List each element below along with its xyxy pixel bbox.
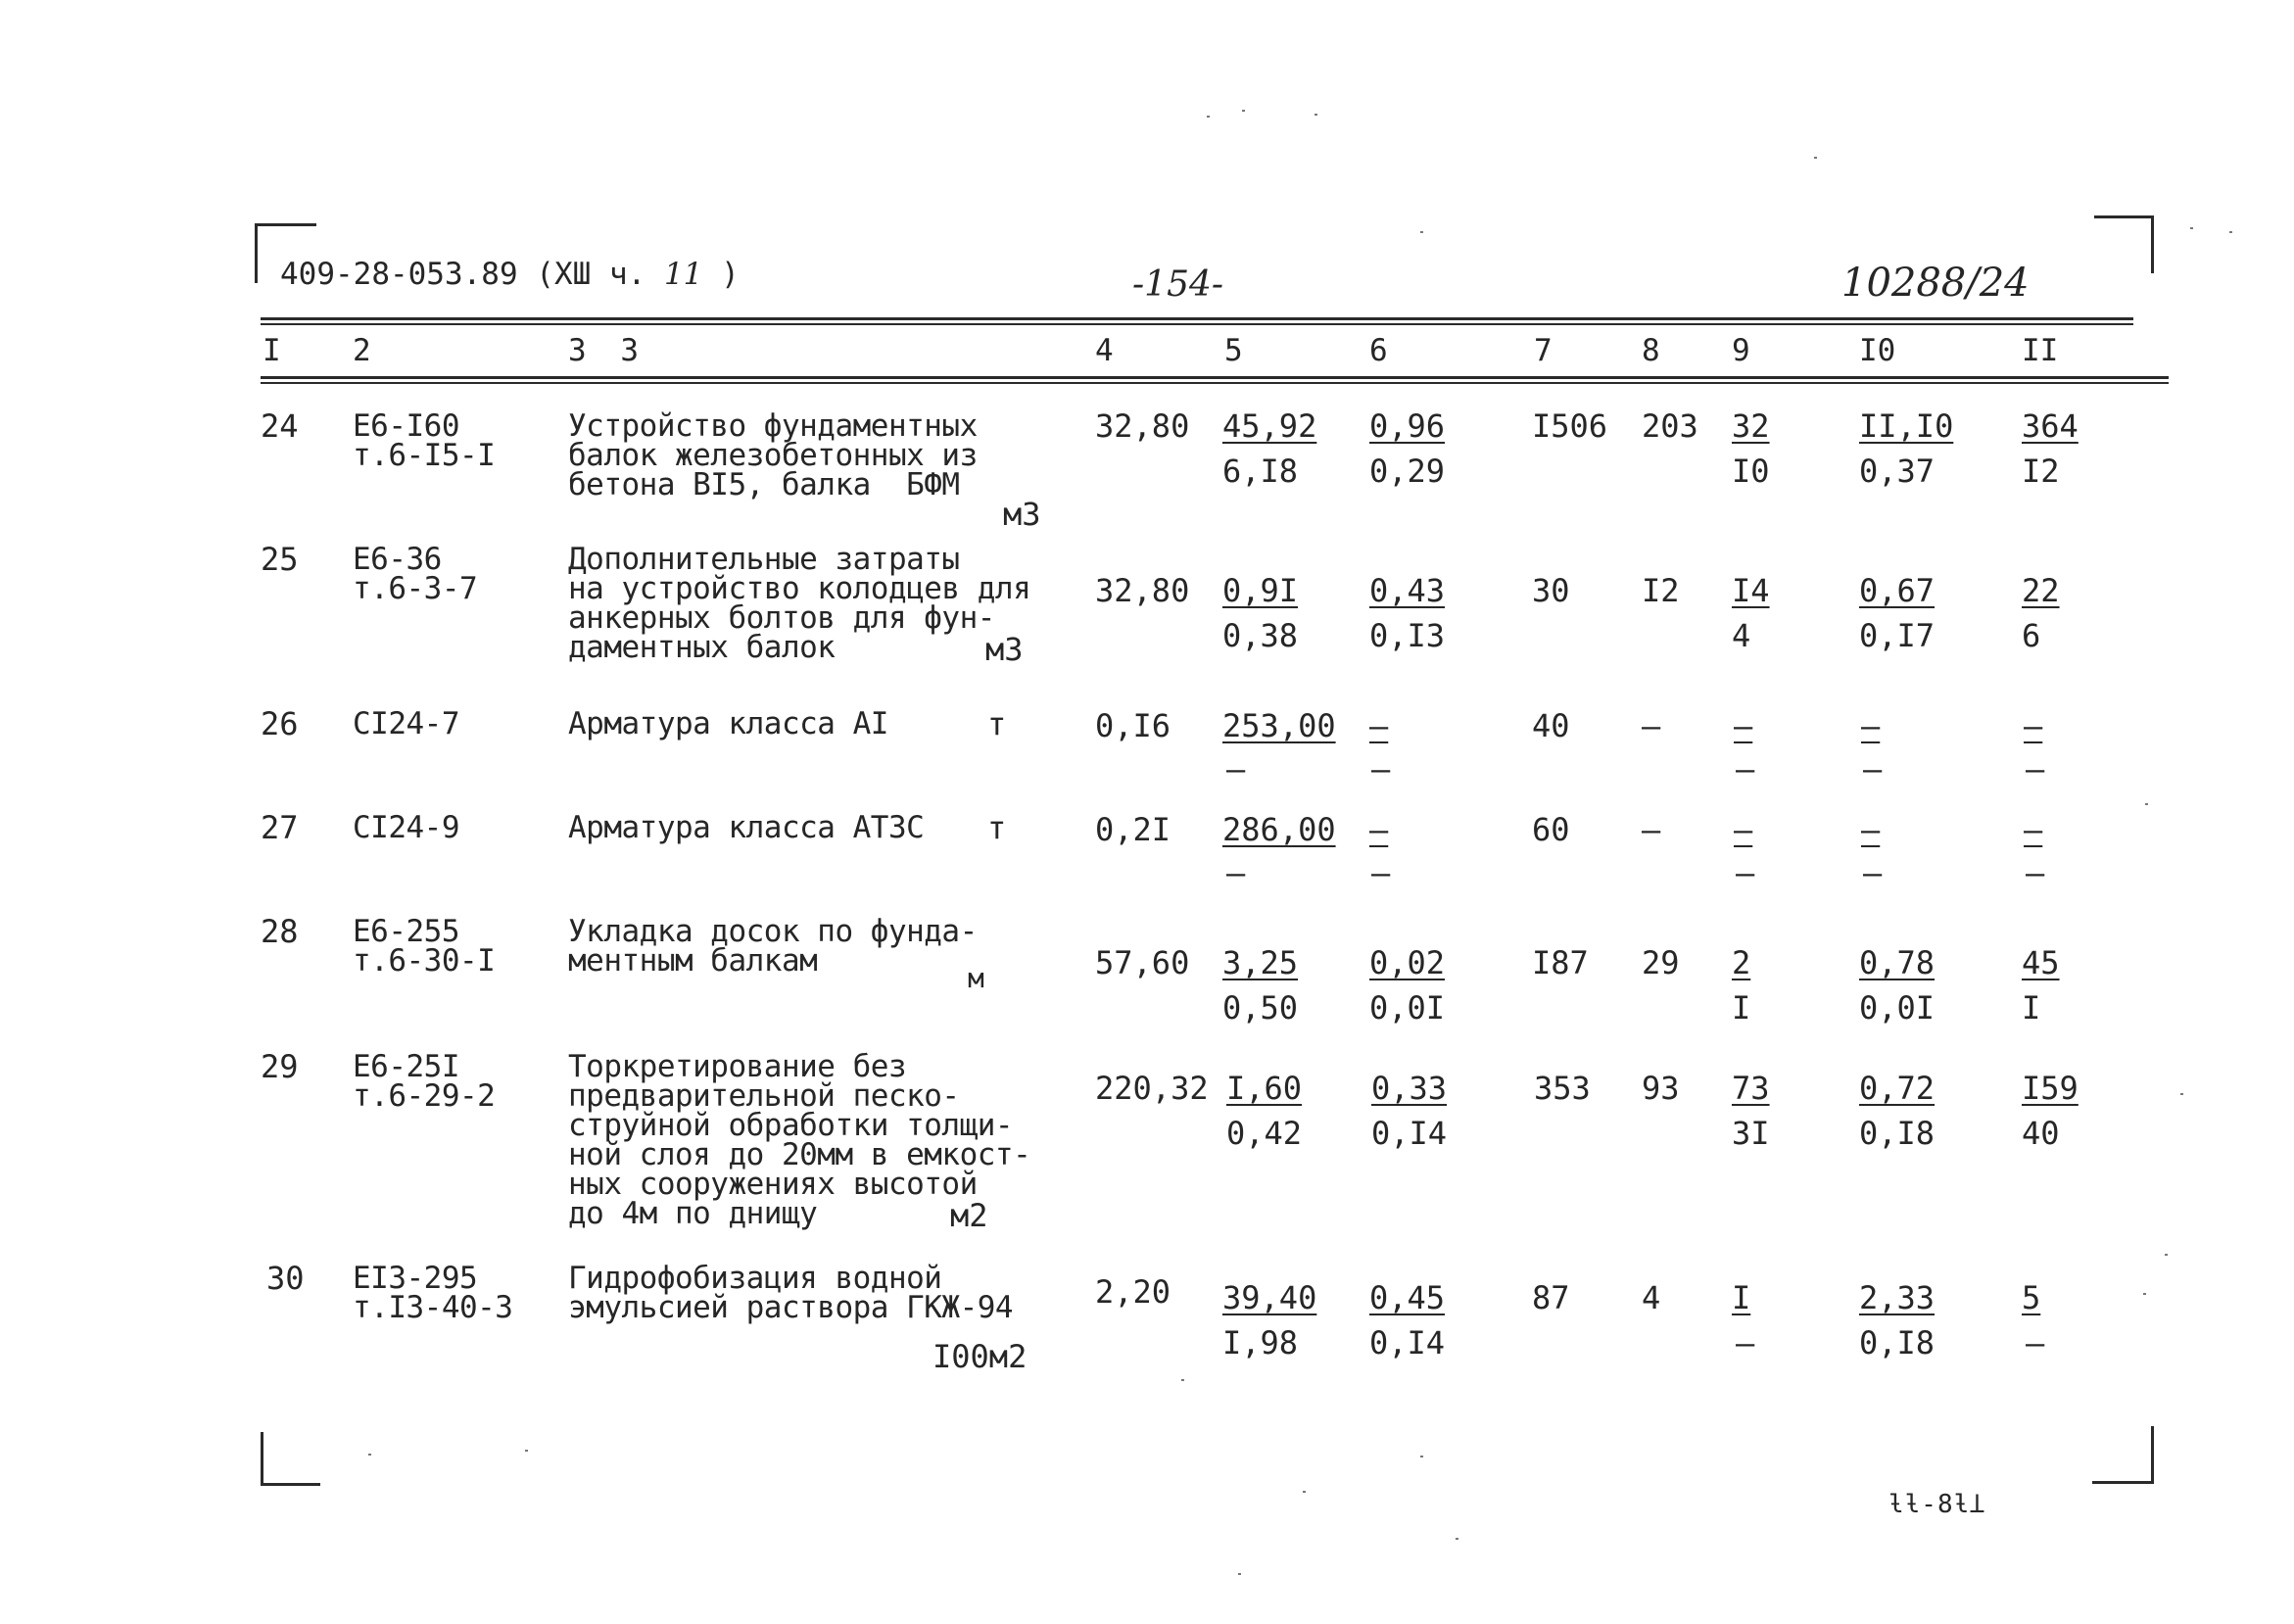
col10-top: – [1861, 707, 1881, 744]
work-description: Арматура класса АI [568, 706, 888, 741]
column-header-6: 6 [1369, 333, 1388, 368]
col9-top: I4 [1732, 572, 1770, 609]
col5-bottom: I,98 [1222, 1324, 1299, 1361]
work-description: Укладка досок по фунда- ментным балкам [568, 914, 978, 979]
scan-speck [1420, 1456, 1423, 1457]
scan-speck [2190, 227, 2193, 229]
corner-mark-bottom-left [261, 1432, 320, 1486]
col6-bottom: 0,I4 [1369, 1324, 1446, 1361]
col8: 29 [1642, 944, 1680, 981]
quantity: 2,20 [1095, 1273, 1171, 1311]
work-description: Гидрофобизация водной эмульсией раствора ГКЖ-94 [568, 1261, 1014, 1325]
col10-bottom: 0,0I [1859, 989, 1936, 1027]
scan-speck [1303, 1491, 1306, 1493]
col9-top: – [1734, 811, 1753, 848]
col11-top: – [2024, 811, 2043, 848]
col6-top: – [1369, 811, 1389, 848]
col10-top: II,I0 [1859, 407, 1954, 445]
table-top-rule [261, 317, 2133, 320]
col9-top: 32 [1732, 407, 1770, 445]
col7: I87 [1532, 944, 1589, 981]
col5-top: 253,00 [1222, 707, 1336, 744]
col5-top: 286,00 [1222, 811, 1336, 848]
rate-code: Е6-36 т.6-3-7 [353, 542, 478, 606]
scan-speck [1420, 231, 1423, 233]
unit: м2 [950, 1197, 988, 1234]
column-header-2: 2 [353, 333, 371, 368]
col5-top: 39,40 [1222, 1279, 1317, 1316]
row-number: 25 [261, 541, 299, 578]
col5-bottom: – [1226, 854, 1246, 891]
col5-bottom: 0,38 [1222, 617, 1299, 654]
unit: т [987, 705, 1007, 742]
col6-top: 0,45 [1369, 1279, 1446, 1316]
row-number: 27 [261, 809, 299, 846]
scan-speck [368, 1454, 371, 1456]
col10-bottom: 0,I8 [1859, 1324, 1936, 1361]
col7: 60 [1532, 811, 1570, 848]
col7: 87 [1532, 1279, 1570, 1316]
column-header-5: 5 [1224, 333, 1243, 368]
work-description: Торкретирование без предварительной песко- струйной обработки толщи- ной слоя до 20мм в емкост- ных сооружениях высотой до 4м по днищу [568, 1049, 1031, 1231]
scan-speck [1238, 1573, 1241, 1575]
document-code-handwritten: 11 [663, 257, 703, 292]
col8: – [1642, 707, 1661, 744]
quantity: 0,I6 [1095, 707, 1171, 744]
work-description: Устройство фундаментных балок железобетонных из бетона ВI5, балка БФМ [568, 408, 978, 502]
rate-code: СI24-7 [353, 706, 459, 741]
col9-top: 2 [1732, 944, 1751, 981]
col6-bottom: 0,29 [1369, 453, 1446, 490]
column-header-4: 4 [1095, 333, 1114, 368]
scan-speck [1242, 110, 1245, 112]
col10-top: 0,78 [1859, 944, 1936, 981]
scan-speck [2180, 1093, 2183, 1095]
col9-bottom: – [1736, 854, 1755, 891]
document-code-close: ) [721, 257, 740, 292]
page-number: -154- [1132, 264, 1224, 305]
col6-bottom: 0,0I [1369, 989, 1446, 1027]
col10-bottom: 0,I8 [1859, 1115, 1936, 1152]
row-number: 30 [266, 1260, 305, 1297]
header-bottom-rule [261, 376, 2169, 379]
col8: 4 [1642, 1279, 1661, 1316]
col6-top: 0,33 [1371, 1070, 1448, 1107]
column-header-9: 9 [1732, 333, 1750, 368]
row-number: 26 [261, 705, 299, 742]
col11-bottom: I [2022, 989, 2041, 1027]
work-description: Арматура класса АТ3С [568, 810, 925, 845]
col5-top: 0,9I [1222, 572, 1299, 609]
col6-top: – [1369, 707, 1389, 744]
col6-top: 0,96 [1369, 407, 1446, 445]
column-header-1: I [263, 333, 281, 368]
unit: м3 [1003, 496, 1041, 533]
col11-top: I59 [2022, 1070, 2079, 1107]
col7: I506 [1532, 407, 1608, 445]
col11-top: 5 [2022, 1279, 2041, 1316]
col10-top: – [1861, 811, 1881, 848]
col11-bottom: 6 [2022, 617, 2041, 654]
col5-bottom: 0,50 [1222, 989, 1299, 1027]
scan-speck [1181, 1379, 1184, 1381]
col10-top: 0,67 [1859, 572, 1936, 609]
col6-bottom: – [1371, 854, 1391, 891]
col8: 203 [1642, 407, 1698, 445]
col10-bottom: 0,I7 [1859, 617, 1936, 654]
row-number: 24 [261, 407, 299, 445]
col10-bottom: – [1863, 854, 1883, 891]
header-bottom-rule-2 [261, 382, 2169, 384]
column-header-3: 3 3 [568, 333, 639, 368]
quantity: 220,32 [1095, 1070, 1209, 1107]
col5-bottom: – [1226, 750, 1246, 788]
unit: I00м2 [932, 1338, 1028, 1375]
col8: – [1642, 811, 1661, 848]
footer-stamp: ƚƚ-8ƚꞱ [1888, 1490, 1985, 1519]
unit: м [968, 962, 984, 994]
document-code-text: 409-28-053.89 (XШ ч. [280, 257, 646, 292]
unit: м3 [985, 631, 1024, 668]
column-header-10: I0 [1859, 333, 1896, 368]
sheet-reference: 10288/24 [1841, 261, 2030, 306]
scan-speck [525, 1450, 528, 1452]
col10-bottom: 0,37 [1859, 453, 1936, 490]
rate-code: ЕI3-295 т.I3-40-3 [353, 1261, 513, 1325]
col6-bottom: 0,I4 [1371, 1115, 1448, 1152]
col6-top: 0,02 [1369, 944, 1446, 981]
col9-bottom: 3I [1732, 1115, 1770, 1152]
rate-code: СI24-9 [353, 810, 459, 845]
col11-bottom: – [2026, 750, 2045, 788]
column-header-7: 7 [1534, 333, 1553, 368]
col9-bottom: – [1736, 750, 1755, 788]
col7: 40 [1532, 707, 1570, 744]
col7: 30 [1532, 572, 1570, 609]
col9-bottom: 4 [1732, 617, 1751, 654]
col11-bottom: – [2026, 854, 2045, 891]
col8: I2 [1642, 572, 1680, 609]
scan-speck [1314, 114, 1317, 116]
quantity: 57,60 [1095, 944, 1190, 981]
col9-top: – [1734, 707, 1753, 744]
column-header-8: 8 [1642, 333, 1660, 368]
scan-speck [2145, 803, 2148, 805]
table-top-rule-2 [261, 323, 2133, 325]
scan-speck [2143, 1293, 2146, 1295]
col11-bottom: I2 [2022, 453, 2060, 490]
column-header-11: II [2022, 333, 2059, 368]
col11-bottom: 40 [2022, 1115, 2060, 1152]
col11-top: 45 [2022, 944, 2060, 981]
scan-speck [1456, 1538, 1458, 1540]
scan-speck [1207, 116, 1210, 118]
quantity: 32,80 [1095, 407, 1190, 445]
col11-top: 364 [2022, 407, 2079, 445]
col7: 353 [1534, 1070, 1591, 1107]
col9-top: 73 [1732, 1070, 1770, 1107]
col5-top: 3,25 [1222, 944, 1299, 981]
document-code [280, 257, 740, 292]
col5-bottom: 6,I8 [1222, 453, 1299, 490]
corner-mark-bottom-right [2092, 1426, 2154, 1484]
scan-speck [2165, 1254, 2168, 1256]
scan-speck [2229, 231, 2232, 233]
col9-bottom: – [1736, 1324, 1755, 1361]
col9-top: I [1732, 1279, 1751, 1316]
rate-code: Е6-25I т.6-29-2 [353, 1049, 496, 1114]
rate-code: Е6-I60 т.6-I5-I [353, 408, 496, 473]
col6-bottom: 0,I3 [1369, 617, 1446, 654]
unit: т [987, 809, 1007, 846]
col10-top: 0,72 [1859, 1070, 1936, 1107]
col10-bottom: – [1863, 750, 1883, 788]
col5-top: I,60 [1226, 1070, 1303, 1107]
rate-code: Е6-255 т.6-30-I [353, 914, 496, 979]
scan-speck [1814, 157, 1817, 159]
work-description: Дополнительные затраты на устройство колодцев для анкерных болтов для фун- даментных балок [568, 542, 1031, 665]
col6-bottom: – [1371, 750, 1391, 788]
col11-top: 22 [2022, 572, 2060, 609]
col11-bottom: – [2026, 1324, 2045, 1361]
row-number: 28 [261, 913, 299, 950]
corner-mark-top-right [2094, 215, 2154, 273]
col5-bottom: 0,42 [1226, 1115, 1303, 1152]
col11-top: – [2024, 707, 2043, 744]
col5-top: 45,92 [1222, 407, 1317, 445]
col10-top: 2,33 [1859, 1279, 1936, 1316]
quantity: 32,80 [1095, 572, 1190, 609]
row-number: 29 [261, 1048, 299, 1085]
col9-bottom: I [1732, 989, 1751, 1027]
col8: 93 [1642, 1070, 1680, 1107]
col6-top: 0,43 [1369, 572, 1446, 609]
quantity: 0,2I [1095, 811, 1171, 848]
col9-bottom: I0 [1732, 453, 1770, 490]
